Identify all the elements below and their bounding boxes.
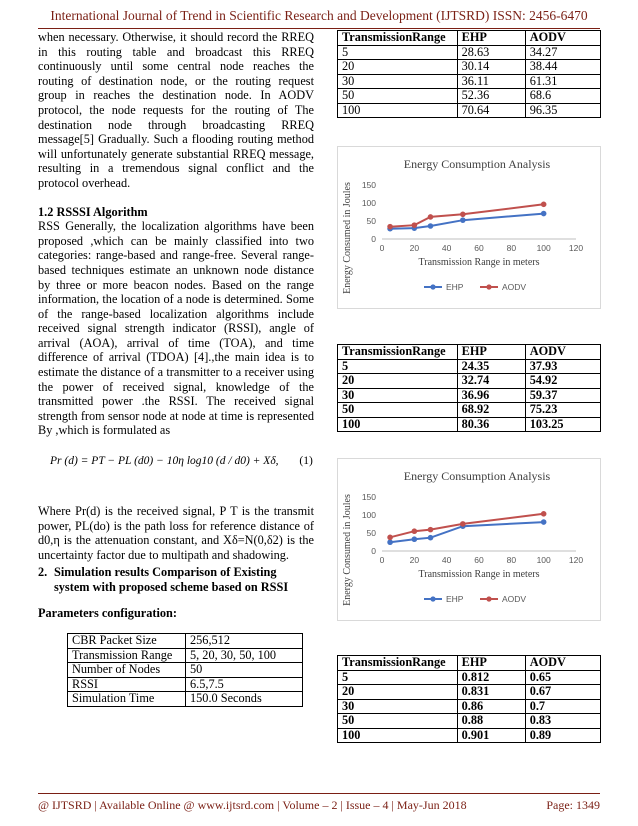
table-cell: 68.92	[457, 403, 525, 418]
data-point	[428, 527, 434, 533]
legend-label: EHP	[446, 282, 464, 292]
section-number: 2.	[38, 565, 48, 579]
legend-marker	[486, 596, 491, 601]
data-point	[387, 539, 393, 545]
table-header-row	[68, 634, 303, 649]
y-tick-label: 0	[371, 546, 376, 556]
results-table-3	[337, 655, 601, 743]
table-cell: 256,512	[186, 634, 303, 649]
table-cell: 38.44	[525, 60, 600, 75]
legend-marker	[430, 284, 435, 289]
data-point	[412, 222, 418, 228]
table-row	[338, 359, 601, 374]
table-header-row	[338, 656, 601, 671]
table-cell: 61.31	[525, 74, 600, 89]
table-cell: 150.0 Seconds	[186, 692, 303, 707]
table-cell: 37.93	[525, 359, 600, 374]
y-axis-label: Energy Consumed in Joules	[342, 182, 353, 294]
section-title-line: system with proposed scheme based on RSSI	[54, 579, 289, 594]
table-row	[338, 89, 601, 104]
table-cell: 50	[338, 403, 458, 418]
table-row	[338, 388, 601, 403]
table-cell: 5	[338, 45, 458, 60]
line-chart	[338, 147, 600, 308]
table-row	[68, 677, 303, 692]
table-cell: TransmissionRange	[338, 31, 458, 46]
section-title-line: Simulation results Comparison of Existing	[54, 565, 277, 579]
legend-marker	[430, 596, 435, 601]
table-cell: Number of Nodes	[68, 663, 186, 678]
y-tick-label: 150	[361, 492, 376, 502]
table-cell: 0.89	[525, 728, 600, 743]
table-row	[338, 403, 601, 418]
table-cell: 20	[338, 374, 458, 389]
table-cell: 0.7	[525, 699, 600, 714]
energy-chart-2	[337, 458, 601, 621]
table-row	[68, 663, 303, 678]
results-table-1	[337, 30, 601, 118]
energy-chart-1	[337, 146, 601, 309]
legend-label: AODV	[502, 594, 527, 604]
table-cell: 0.83	[525, 714, 600, 729]
footer	[38, 798, 600, 813]
y-tick-label: 0	[371, 234, 376, 244]
x-tick-label: 80	[506, 243, 517, 253]
table-cell: 5	[338, 359, 458, 374]
table-cell: 100	[338, 728, 458, 743]
table-cell: TransmissionRange	[338, 345, 458, 360]
table-row	[338, 699, 601, 714]
line-chart	[338, 459, 600, 620]
y-axis-label: Energy Consumed in Joules	[342, 494, 353, 606]
params-label: Parameters configuration:	[38, 606, 177, 620]
table-cell: 0.65	[525, 670, 600, 685]
x-axis-label: Transmission Range in meters	[418, 569, 540, 580]
table-cell: 0.901	[457, 728, 525, 743]
y-tick-label: 100	[361, 198, 376, 208]
y-tick-label: 100	[361, 510, 376, 520]
left-column	[38, 30, 314, 438]
data-point	[428, 223, 434, 229]
data-point	[460, 217, 466, 223]
table-cell: 0.88	[457, 714, 525, 729]
chart-title: Energy Consumption Analysis	[403, 469, 551, 483]
header-rule	[38, 28, 600, 29]
table-row	[68, 648, 303, 663]
table-cell: 34.27	[525, 45, 600, 60]
table-cell: TransmissionRange	[338, 656, 458, 671]
data-point	[541, 519, 547, 525]
table-cell: AODV	[525, 656, 600, 671]
table-cell: 28.63	[457, 45, 525, 60]
x-tick-label: 100	[536, 243, 551, 253]
x-tick-label: 20	[409, 243, 420, 253]
table-cell: 96.35	[525, 103, 600, 118]
table-cell: Simulation Time	[68, 692, 186, 707]
table-cell: 50	[186, 663, 303, 678]
table-cell: Transmission Range	[68, 648, 186, 663]
table-cell: 32.74	[457, 374, 525, 389]
table-row	[338, 374, 601, 389]
table-cell: 103.25	[525, 417, 600, 432]
data-point	[412, 536, 418, 542]
data-point	[412, 528, 418, 534]
table-cell: RSSI	[68, 677, 186, 692]
data-point	[541, 511, 547, 517]
table-cell: 50	[338, 714, 458, 729]
data-point	[460, 521, 466, 527]
table-cell: 0.812	[457, 670, 525, 685]
table-cell: 5, 20, 30, 50, 100	[186, 648, 303, 663]
table-row	[338, 417, 601, 432]
table-row	[338, 60, 601, 75]
table-row	[338, 670, 601, 685]
table-cell: 68.6	[525, 89, 600, 104]
table-row	[338, 728, 601, 743]
x-tick-label: 40	[441, 555, 452, 565]
table-cell: 50	[338, 89, 458, 104]
page-number: Page: 1349	[546, 798, 600, 812]
journal-header: International Journal of Trend in Scientific Research and Development (IJTSRD) ISSN: 2456-6470	[50, 8, 588, 23]
data-point	[541, 202, 547, 208]
data-point	[541, 211, 547, 217]
equation-number: (1)	[299, 455, 313, 467]
table-header-row	[338, 345, 601, 360]
x-tick-label: 120	[568, 243, 584, 253]
x-tick-label: 20	[409, 555, 420, 565]
body-paragraph: RSS Generally, the localization algorithms have been proposed ,which can be mainly classified into two categories: range-based and range-free. Several range-based techniques estimate an unknown node distance by three or more beacon nodes. Based on the range information, the location of a node is determined. Some of the range-based localization algorithms include received signal strength indicator (RSSI), angle of arrival (AOA), arrival of time (TOA), and time difference of arrival (TDOA) [4].,the main idea is to estimate the distance of a transmitter to a receiver using the power of received signal, knowledge of the transmitted power .the RSSI. The received signal strength from sensor node at node at time is represented By ,which is formulated as	[38, 219, 314, 438]
table-cell: 30	[338, 74, 458, 89]
legend-label: EHP	[446, 594, 464, 604]
legend-marker	[486, 284, 491, 289]
table-cell: 54.92	[525, 374, 600, 389]
params-table	[67, 633, 303, 707]
x-tick-label: 80	[506, 555, 517, 565]
footer-text: @ IJTSRD | Available Online @ www.ijtsrd.com | Volume – 2 | Issue – 4 | May-Jun 2018	[38, 798, 467, 812]
y-tick-label: 50	[366, 216, 376, 226]
data-point	[387, 224, 393, 230]
table-cell: 59.37	[525, 388, 600, 403]
table-cell: AODV	[525, 345, 600, 360]
table-cell: 6.5,7.5	[186, 677, 303, 692]
x-tick-label: 0	[379, 555, 385, 565]
equation-text: Pr (d) = PT − PL (d0) − 10η log10 (d / d0) + Xδ,	[50, 455, 279, 467]
table-row	[338, 74, 601, 89]
table-row	[68, 692, 303, 707]
table-cell: 0.67	[525, 685, 600, 700]
table-row	[338, 103, 601, 118]
y-tick-label: 150	[361, 180, 376, 190]
x-tick-label: 60	[474, 243, 484, 253]
x-axis-label: Transmission Range in meters	[418, 257, 540, 268]
x-tick-label: 0	[379, 243, 385, 253]
x-tick-label: 60	[474, 555, 484, 565]
table-cell: EHP	[457, 656, 525, 671]
table-cell: 30.14	[457, 60, 525, 75]
data-point	[428, 214, 434, 220]
data-point	[428, 535, 434, 541]
table-row	[338, 45, 601, 60]
legend-label: AODV	[502, 282, 527, 292]
x-tick-label: 40	[441, 243, 452, 253]
table-header-row	[338, 31, 601, 46]
x-tick-label: 100	[536, 555, 551, 565]
table-cell: 20	[338, 685, 458, 700]
table-cell: 75.23	[525, 403, 600, 418]
table-row	[338, 714, 601, 729]
table-cell: 52.36	[457, 89, 525, 104]
table-cell: EHP	[457, 345, 525, 360]
table-cell: CBR Packet Size	[68, 634, 186, 649]
table-cell: 80.36	[457, 417, 525, 432]
section-heading	[38, 565, 314, 594]
table-cell: 0.86	[457, 699, 525, 714]
table-cell: 36.96	[457, 388, 525, 403]
table-cell: 30	[338, 388, 458, 403]
table-cell: 30	[338, 699, 458, 714]
table-cell: 0.831	[457, 685, 525, 700]
table-cell: 36.11	[457, 74, 525, 89]
table-cell: 100	[338, 103, 458, 118]
table-cell: 70.64	[457, 103, 525, 118]
y-tick-label: 50	[366, 528, 376, 538]
body-paragraph: when necessary. Otherwise, it should record the RREQ in this routing table and broadcast this RREQ continuously until some central node reaches the routing of destination node, or the routing request group in reaches the destination node. In AODV protocol, the node requests for the routing of The destination node through broadcasting RREQ message[5] Gradually. Such a flooding routing method will unfortunately generate substantial RREQ message, resulting in a tremendous signal conflict and the protocol overhead.	[38, 30, 314, 190]
table-cell: AODV	[525, 31, 600, 46]
table-row	[338, 685, 601, 700]
table-cell: 24.35	[457, 359, 525, 374]
results-table-2	[337, 344, 601, 432]
chart-title: Energy Consumption Analysis	[403, 157, 551, 171]
table-cell: 100	[338, 417, 458, 432]
footer-rule	[38, 793, 600, 794]
data-point	[387, 535, 393, 541]
table-cell: 5	[338, 670, 458, 685]
data-point	[460, 212, 466, 218]
body-paragraph: Where Pr(d) is the received signal, P T is the transmit power, PL(do) is the path loss for reference distance of d0,η is the attenuation constant, and Xδ=N(0,δ2) is the uncertainty factor due to multipath and shadowing.	[38, 504, 314, 563]
table-cell: EHP	[457, 31, 525, 46]
x-tick-label: 120	[568, 555, 584, 565]
equation	[50, 455, 313, 467]
section-heading: 1.2 RSSSI Algorithm	[38, 204, 148, 219]
table-cell: 20	[338, 60, 458, 75]
